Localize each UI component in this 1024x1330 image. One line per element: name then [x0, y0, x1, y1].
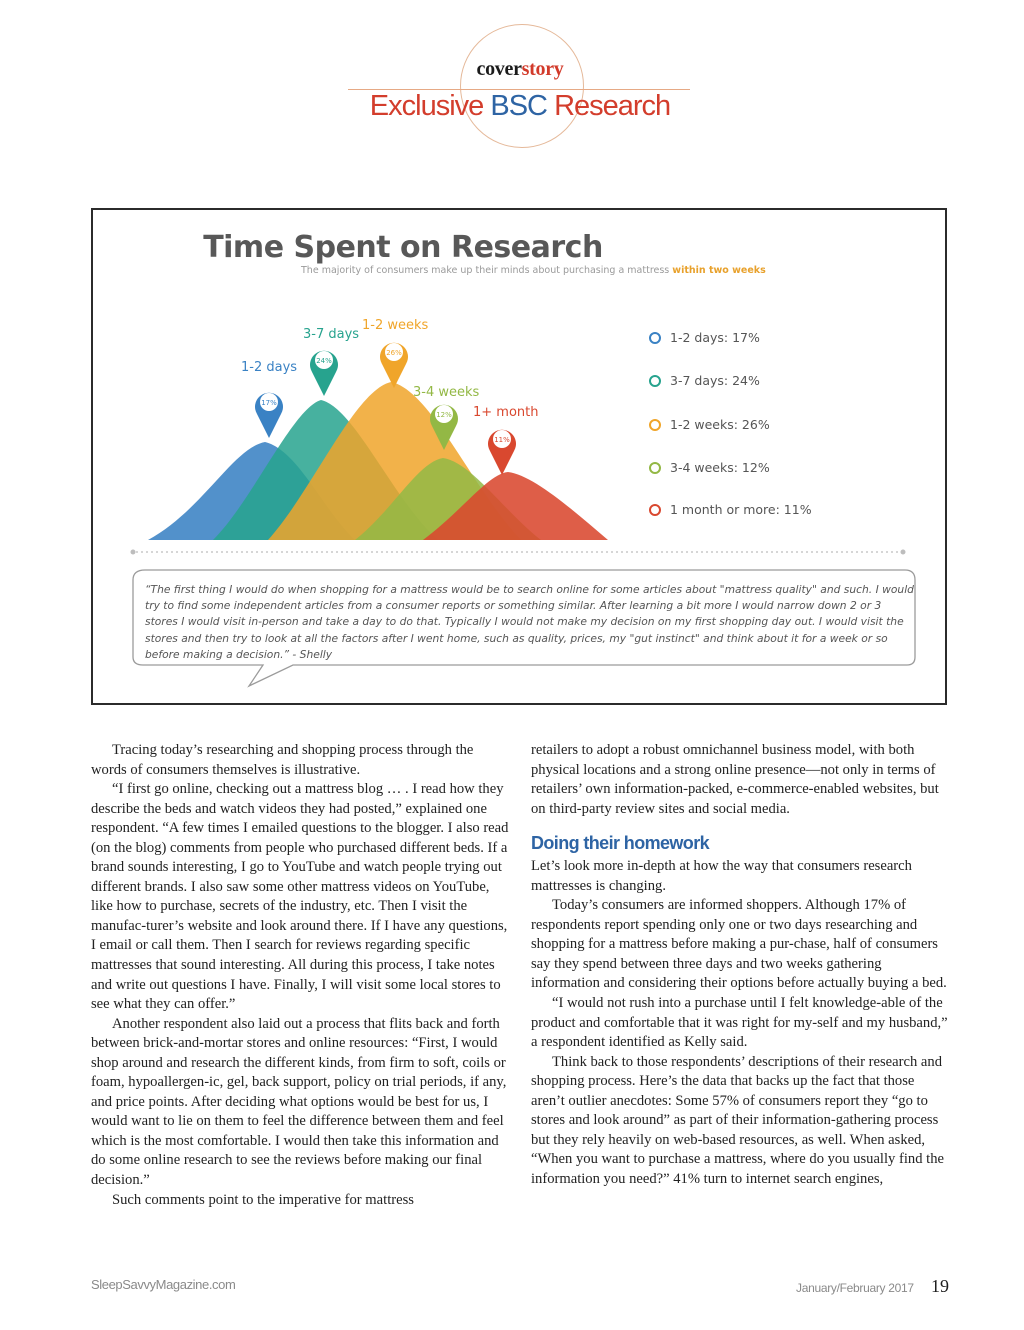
pin-1-2-days — [255, 393, 283, 438]
paragraph: Think back to those respondents’ descriptions of their research and shopping process. Here’s the data that backs up the fact that those aren’t outlier anecdotes: Some 57% of consumers report they “go to stores and look around” as part of their information-gathering process but they rely heavily on web-based resources, as well. When asked, “When you want to purchase a mattress, where do you usually find the information you need?” 41% turn to internet search engines, — [531, 1053, 944, 1187]
pin-label: 11% — [494, 436, 510, 444]
legend-marker — [649, 504, 661, 516]
peak-label-3-4-weeks: 3-4 weeks — [413, 385, 480, 400]
article-column-right — [531, 741, 949, 1189]
pin-label: 12% — [436, 411, 452, 419]
paragraph: “I would not rush into a purchase until I felt knowledge-able of the product and comfortable that it was right for my-self and my husband,” a respondent identified as Kelly said. — [531, 995, 948, 1051]
pin-label: 26% — [386, 349, 402, 357]
figure-subtitle: The majority of consumers make up their minds about purchasing a mattress within two weeks — [301, 265, 766, 276]
pin-1-month — [488, 430, 516, 475]
pin-label: 24% — [316, 357, 332, 365]
pin-1-2-weeks — [380, 343, 408, 388]
figure-title: Time Spent on Research — [203, 230, 603, 265]
legend-marker — [649, 462, 661, 474]
legend-marker — [649, 375, 661, 387]
peak-label-1-2-days: 1-2 days — [241, 360, 298, 375]
legend-item-1-2-days: 1-2 days: 17% — [649, 330, 760, 345]
legend-marker — [649, 419, 661, 431]
pin-3-7-days — [310, 351, 338, 396]
paragraph: retailers to adopt a robust omnichannel business model, with both physical locations and a strong online presence—not only in terms of retailers’ own information-packed, e-commerce-enabled websites, but on third-party review sites and social media. — [531, 742, 939, 817]
peak-label-1-month: 1+ month — [473, 405, 539, 420]
paragraph: Today’s consumers are informed shoppers. Although 17% of respondents report spending only one or two days researching and shopping for a mattress before making a pur-chase, half of consumers say they spend between three days and two weeks gathering information and considering their options before actually buying a bed. — [531, 897, 947, 992]
subheading: Doing their homework — [531, 833, 710, 854]
quote-text: “The first thing I would do when shopping for a mattress would be to search online for some articles about "mattress quality" and such. I would try to find some independent articles from a consumer reports or something similar. After learning a bit more I would narrow down 2 or 3 stores I would visit in-person and take a day to do that. Typically I would not make my decision on my first shopping day out. I would visit the stores and then try to look at all the factors after I went home, such as quality, prices, my "gut instinct" and think about it for a week or so before making a decision.” - Shelly — [145, 583, 914, 661]
paragraph: “I first go online, checking out a mattress blog … . I read how they describe the beds and watch videos they had posted,” explained one respondent. “A few times I emailed questions to the blogger. I also read (on the blog) comments from people who purchased different beds. If a brand sounds interesting, I go to YouTube and watch people trying out different brands. I also saw some other mattress videos on YouTube, like how to purchase, secrets of the industry, etc. Then I visit the manufac-turer’s website and look around there. If I have any questions, I email or call them. Then I search for reviews regarding specific mattresses that sound interesting. All during this process, I take notes and write out questions I have. Finally, I will visit some local stores to see what they can offer.” — [91, 781, 509, 1013]
legend-item-1-2-weeks: 1-2 weeks: 26% — [649, 417, 770, 432]
page-number: 19 — [931, 1276, 949, 1296]
legend-marker — [649, 332, 661, 344]
paragraph: Another respondent also laid out a process that flits back and forth between brick-and-mortar stores and online resources: “First, I would shop around and research the different kinds, from firm to soft, coils or foam, hypoallergen-ic, gel, back support, policy on trial periods, if any, and price points. After deciding what options would be best for us, I would want to lie on them to feel the difference between them and feel which is the most comfortable. I would then take this information and do some online research to see the reviews before making our final decision.” — [91, 1015, 507, 1189]
peak-label-1-2-weeks: 1-2 weeks — [362, 318, 429, 333]
paragraph: Tracing today’s researching and shopping process through the words of consumers themselves is illustrative. — [91, 742, 474, 778]
infographic-figure — [91, 208, 947, 705]
header-circle-ornament — [460, 24, 584, 148]
article-column-left — [91, 741, 509, 1210]
legend-item-3-4-weeks: 3-4 weeks: 12% — [649, 460, 770, 475]
cover-story-label: coverstory — [476, 58, 564, 80]
footer-site: SleepSavvyMagazine.com — [91, 1277, 236, 1292]
pin-label: 17% — [261, 399, 277, 407]
legend-item-1-month: 1 month or more: 11% — [649, 502, 812, 517]
peak-label-3-7-days: 3-7 days — [303, 327, 360, 342]
footer-date: January/February 2017 — [796, 1281, 914, 1295]
legend-item-3-7-days: 3-7 days: 24% — [649, 373, 760, 388]
paragraph: Let’s look more in-depth at how the way that consumers research mattresses is changing. — [531, 858, 912, 894]
section-title: Exclusive BSC Research — [369, 90, 671, 122]
paragraph: Such comments point to the imperative for mattress — [112, 1191, 414, 1208]
